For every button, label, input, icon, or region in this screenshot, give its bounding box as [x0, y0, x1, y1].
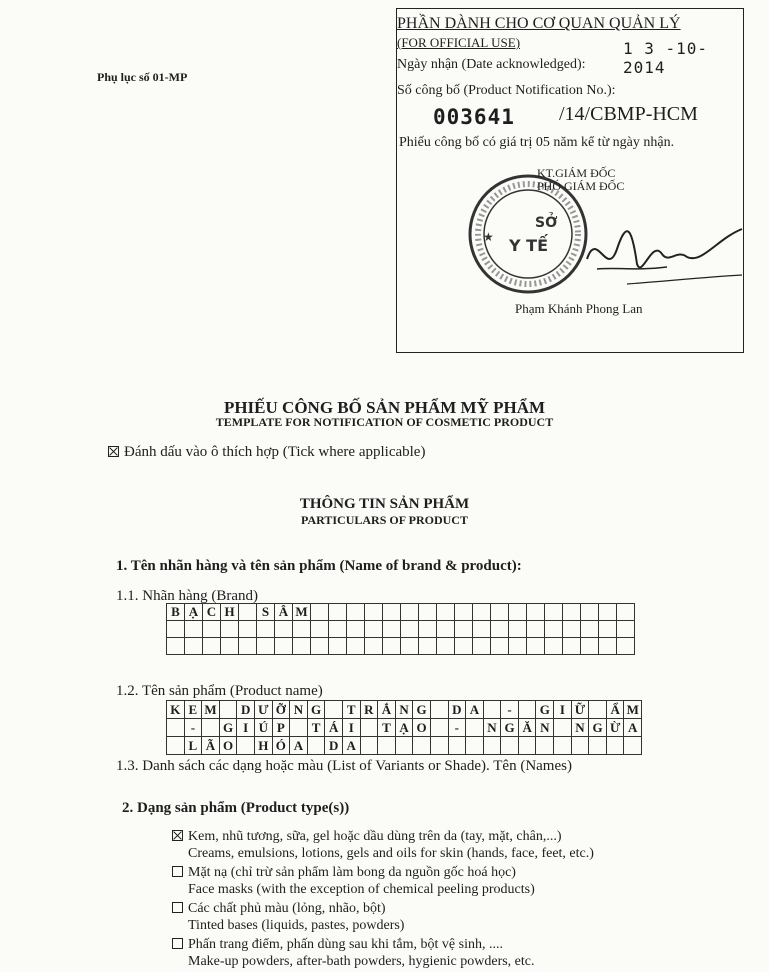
- brand-grid-cell: [509, 604, 527, 621]
- brand-grid-cell: [581, 604, 599, 621]
- product-grid-cell: [430, 737, 448, 755]
- brand-grid-cell: [599, 604, 617, 621]
- product-grid-cell: [167, 719, 185, 737]
- product-grid-cell: G: [413, 701, 431, 719]
- product-grid-cell: I: [342, 719, 360, 737]
- brand-grid-cell: [221, 621, 239, 638]
- brand-grid-cell: M: [293, 604, 311, 621]
- brand-grid-cell: [203, 621, 221, 638]
- tick-instruction-text: Đánh dấu vào ô thích hợp (Tick where applicable): [124, 444, 426, 460]
- annex-label: Phụ lục số 01-MP: [97, 70, 188, 84]
- brand-grid-cell: [599, 638, 617, 655]
- product-grid-cell: M: [202, 701, 220, 719]
- product-grid-cell: Ă: [518, 719, 536, 737]
- brand-grid-cell: [347, 604, 365, 621]
- brand-grid-cell: [527, 621, 545, 638]
- product-grid-cell: [589, 737, 607, 755]
- product-grid-cell: Ẩ: [606, 701, 624, 719]
- seal-text-top: SỞ: [535, 215, 558, 231]
- product-grid-cell: Ó: [272, 737, 290, 755]
- product-type-item: [172, 864, 762, 898]
- brand-grid-cell: [509, 638, 527, 655]
- product-type-en: Tinted bases (liquids, pastes, powders): [188, 918, 405, 933]
- variants-line: 1.3. Danh sách các dạng hoặc màu (List of Variants or Shade). Tên (Names): [116, 758, 572, 774]
- brand-grid-cell: [311, 638, 329, 655]
- checkbox-icon[interactable]: [172, 866, 183, 877]
- product-grid-cell: O: [413, 719, 431, 737]
- brand-grid-cell: [257, 638, 275, 655]
- brand-grid-cell: B: [167, 604, 185, 621]
- brand-grid-cell: [257, 621, 275, 638]
- official-title-en: (FOR OFFICIAL USE): [397, 35, 521, 50]
- product-grid-cell: Ừ: [606, 719, 624, 737]
- product-name-grid: [166, 700, 642, 755]
- handwritten-signature: [577, 209, 747, 299]
- brand-grid-cell: [419, 604, 437, 621]
- checkbox-icon[interactable]: [172, 938, 183, 949]
- checked-box-icon: [108, 446, 119, 457]
- brand-grid-cell: [293, 638, 311, 655]
- product-grid-cell: N: [536, 719, 554, 737]
- product-type-item: [172, 936, 762, 970]
- product-grid-cell: -: [448, 719, 466, 737]
- product-grid-cell: Ạ: [395, 719, 413, 737]
- product-grid-cell: I: [554, 701, 572, 719]
- product-grid-cell: [466, 737, 484, 755]
- section1-heading: 1. Tên nhãn hàng và tên sản phẩm (Name of brand & product):: [116, 558, 522, 574]
- brand-grid-cell: [275, 638, 293, 655]
- brand-grid-cell: [185, 638, 203, 655]
- product-grid-cell: [360, 719, 378, 737]
- product-grid-cell: A: [466, 701, 484, 719]
- product-type-en: Face masks (with the exception of chemical peeling products): [188, 882, 535, 897]
- product-grid-cell: [571, 737, 589, 755]
- brand-grid-cell: [419, 621, 437, 638]
- product-grid-cell: [237, 737, 255, 755]
- product-type-vi: Kem, nhũ tương, sữa, gel hoặc dầu dùng trên da (tay, mặt, chân,...): [188, 829, 562, 844]
- brand-grid-cell: [581, 621, 599, 638]
- form-subtitle: TEMPLATE FOR NOTIFICATION OF COSMETIC PRODUCT: [215, 415, 554, 429]
- brand-grid-cell: [455, 638, 473, 655]
- product-grid-cell: L: [184, 737, 202, 755]
- product-grid-cell: Ã: [202, 737, 220, 755]
- product-grid-cell: O: [219, 737, 237, 755]
- notification-suffix: /14/CBMP-HCM: [559, 103, 698, 125]
- product-grid-cell: G: [501, 719, 519, 737]
- signer-title-line1: KT.GIÁM ĐỐC: [537, 166, 616, 180]
- product-grid-cell: [202, 719, 220, 737]
- brand-grid-cell: [329, 604, 347, 621]
- product-grid-cell: [536, 737, 554, 755]
- brand-grid-cell: [383, 604, 401, 621]
- product-type-item: [172, 828, 762, 862]
- product-grid-cell: [290, 719, 308, 737]
- brand-grid-cell: [509, 621, 527, 638]
- product-grid-cell: G: [307, 701, 325, 719]
- brand-grid-cell: [365, 638, 383, 655]
- brand-grid-cell: [437, 621, 455, 638]
- seal-text-bottom: Y TẾ: [509, 236, 548, 255]
- brand-grid-cell: [563, 621, 581, 638]
- brand-grid-cell: [383, 621, 401, 638]
- brand-grid-cell: [275, 621, 293, 638]
- brand-grid-cell: [545, 621, 563, 638]
- product-grid-row: [167, 719, 642, 737]
- brand-grid-cell: [185, 621, 203, 638]
- product-grid-cell: N: [483, 719, 501, 737]
- product-grid-cell: -: [501, 701, 519, 719]
- product-grid-cell: [378, 737, 396, 755]
- product-type-list: [172, 828, 762, 972]
- date-acknowledged-label: Ngày nhận (Date acknowledged):: [397, 57, 586, 72]
- product-grid-cell: Ỡ: [272, 701, 290, 719]
- product-type-en: Make-up powders, after-bath powders, hygienic powders, etc.: [188, 954, 535, 969]
- brand-grid-cell: S: [257, 604, 275, 621]
- brand-grid-cell: [617, 621, 635, 638]
- brand-grid-cell: [383, 638, 401, 655]
- brand-grid-cell: [581, 638, 599, 655]
- brand-grid-cell: [293, 621, 311, 638]
- product-grid-cell: [167, 737, 185, 755]
- brand-grid-cell: [437, 604, 455, 621]
- brand-grid-cell: [473, 621, 491, 638]
- product-grid-cell: [219, 701, 237, 719]
- brand-grid-cell: [365, 621, 383, 638]
- brand-grid-cell: [545, 638, 563, 655]
- brand-grid-cell: [203, 638, 221, 655]
- brand-grid-cell: [239, 621, 257, 638]
- notification-number-label: Số công bố (Product Notification No.):: [397, 83, 616, 98]
- product-grid-cell: P: [272, 719, 290, 737]
- brand-grid-cell: [311, 604, 329, 621]
- brand-grid: [166, 603, 635, 655]
- product-grid-cell: T: [307, 719, 325, 737]
- brand-grid-cell: [545, 604, 563, 621]
- product-grid-cell: A: [342, 737, 360, 755]
- brand-grid-cell: [239, 604, 257, 621]
- product-grid-cell: [325, 701, 343, 719]
- product-grid-cell: [395, 737, 413, 755]
- brand-grid-cell: [419, 638, 437, 655]
- validity-note: Phiếu công bố có giá trị 05 năm kể từ ngày nhận.: [399, 135, 675, 150]
- product-grid-cell: N: [571, 719, 589, 737]
- product-grid-cell: K: [167, 701, 185, 719]
- brand-grid-row: [167, 638, 635, 655]
- brand-grid-cell: [167, 621, 185, 638]
- product-grid-cell: H: [254, 737, 272, 755]
- brand-grid-cell: [599, 621, 617, 638]
- product-type-item: [172, 900, 762, 934]
- product-grid-cell: A: [624, 719, 642, 737]
- product-grid-cell: R: [360, 701, 378, 719]
- product-grid-cell: M: [624, 701, 642, 719]
- product-grid-cell: [554, 737, 572, 755]
- brand-grid-cell: C: [203, 604, 221, 621]
- product-name-label: 1.2. Tên sản phẩm (Product name): [116, 683, 323, 699]
- date-acknowledged-value: 1 3 -10- 2014: [623, 39, 709, 77]
- brand-grid-cell: [617, 638, 635, 655]
- product-grid-cell: D: [448, 701, 466, 719]
- product-grid-cell: [483, 737, 501, 755]
- product-type-vi: Phấn trang điểm, phấn dùng sau khi tắm, bột vệ sinh, ....: [188, 937, 503, 952]
- brand-grid-row: [167, 621, 635, 638]
- notification-number: 003641: [433, 105, 515, 129]
- product-grid-cell: [466, 719, 484, 737]
- product-grid-row: [167, 737, 642, 755]
- brand-grid-cell: Â: [275, 604, 293, 621]
- product-grid-cell: [501, 737, 519, 755]
- signer-title-line2: PHÓ GIÁM ĐỐC: [537, 179, 625, 193]
- brand-grid-cell: [473, 638, 491, 655]
- product-grid-cell: [413, 737, 431, 755]
- product-grid-cell: Ữ: [571, 701, 589, 719]
- brand-grid-cell: [401, 621, 419, 638]
- product-grid-cell: [307, 737, 325, 755]
- brand-grid-cell: [329, 621, 347, 638]
- product-type-vi: Mặt nạ (chỉ trừ sản phẩm làm bong da nguồn gốc hoá học): [188, 865, 516, 880]
- svg-text:★: ★: [483, 230, 494, 244]
- product-type-en: Creams, emulsions, lotions, gels and oils for skin (hands, face, feet, etc.): [188, 846, 594, 861]
- product-grid-cell: [624, 737, 642, 755]
- brand-grid-cell: [455, 621, 473, 638]
- product-grid-cell: D: [325, 737, 343, 755]
- section2-heading: 2. Dạng sản phẩm (Product type(s)): [122, 800, 350, 816]
- info-title: THÔNG TIN SẢN PHẨM: [299, 496, 470, 512]
- brand-grid-cell: [347, 638, 365, 655]
- product-grid-cell: T: [342, 701, 360, 719]
- brand-grid-cell: [455, 604, 473, 621]
- info-subtitle: PARTICULARS OF PRODUCT: [301, 513, 468, 527]
- product-grid-cell: I: [237, 719, 255, 737]
- product-grid-cell: A: [290, 737, 308, 755]
- product-type-vi: Các chất phủ màu (lỏng, nhão, bột): [188, 901, 386, 916]
- tick-instruction: [108, 444, 425, 461]
- brand-grid-cell: Ạ: [185, 604, 203, 621]
- product-grid-cell: [430, 719, 448, 737]
- product-grid-cell: Á: [325, 719, 343, 737]
- product-grid-cell: [606, 737, 624, 755]
- brand-grid-cell: [347, 621, 365, 638]
- product-grid-cell: Ắ: [378, 701, 396, 719]
- product-grid-cell: Ú: [254, 719, 272, 737]
- product-grid-cell: [483, 701, 501, 719]
- product-grid-cell: G: [589, 719, 607, 737]
- product-grid-cell: [518, 701, 536, 719]
- brand-grid-row: [167, 604, 635, 621]
- brand-grid-cell: [437, 638, 455, 655]
- product-grid-cell: N: [290, 701, 308, 719]
- brand-grid-cell: [617, 604, 635, 621]
- product-grid-cell: -: [184, 719, 202, 737]
- brand-grid-cell: [491, 604, 509, 621]
- brand-grid-cell: [167, 638, 185, 655]
- product-grid-cell: [518, 737, 536, 755]
- signer-name: Phạm Khánh Phong Lan: [515, 301, 643, 316]
- brand-grid-cell: [311, 621, 329, 638]
- brand-grid-cell: [563, 638, 581, 655]
- product-grid-cell: N: [395, 701, 413, 719]
- product-grid-cell: [448, 737, 466, 755]
- official-title-vi: PHẦN DÀNH CHO CƠ QUAN QUẢN LÝ: [397, 15, 681, 32]
- product-grid-cell: T: [378, 719, 396, 737]
- brand-grid-cell: [491, 638, 509, 655]
- brand-grid-cell: [401, 604, 419, 621]
- brand-grid-cell: [473, 604, 491, 621]
- official-use-box: [396, 8, 744, 353]
- product-grid-cell: [554, 719, 572, 737]
- brand-grid-cell: [221, 638, 239, 655]
- product-grid-cell: E: [184, 701, 202, 719]
- brand-grid-cell: H: [221, 604, 239, 621]
- product-grid-row: [167, 701, 642, 719]
- checked-box-icon[interactable]: [172, 830, 183, 841]
- product-grid-cell: Ư: [254, 701, 272, 719]
- brand-grid-cell: [401, 638, 419, 655]
- brand-grid-cell: [329, 638, 347, 655]
- brand-label: 1.1. Nhãn hàng (Brand): [116, 588, 259, 604]
- checkbox-icon[interactable]: [172, 902, 183, 913]
- brand-grid-cell: [563, 604, 581, 621]
- brand-grid-cell: [365, 604, 383, 621]
- form-title: PHIẾU CÔNG BỐ SẢN PHẨM MỸ PHẨM: [223, 398, 546, 417]
- brand-grid-cell: [491, 621, 509, 638]
- brand-grid-cell: [239, 638, 257, 655]
- brand-grid-cell: [527, 604, 545, 621]
- product-grid-cell: G: [536, 701, 554, 719]
- product-grid-cell: [589, 701, 607, 719]
- brand-grid-cell: [527, 638, 545, 655]
- signer-title: [537, 167, 624, 193]
- product-grid-cell: [430, 701, 448, 719]
- product-grid-cell: G: [219, 719, 237, 737]
- product-grid-cell: D: [237, 701, 255, 719]
- product-grid-cell: [360, 737, 378, 755]
